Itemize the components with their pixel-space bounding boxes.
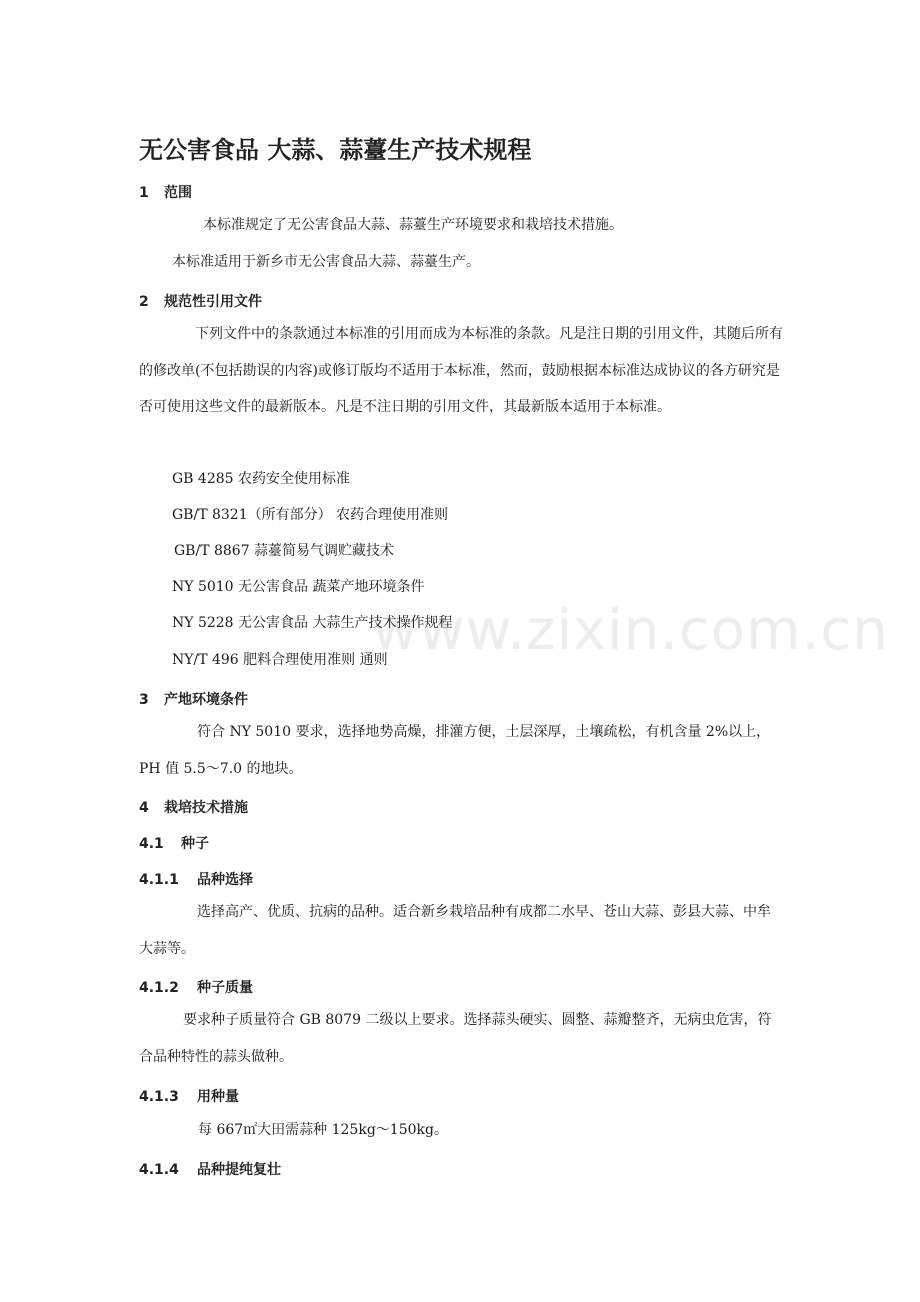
section-4-1-3-paragraph: 每 667㎡大田需蒜种 125kg～150kg。: [198, 1122, 448, 1138]
section-4-1-2-paragraph: 要求种子质量符合 GB 8079 二级以上要求。选择蒜头硬实、圆整、蒜瓣整齐，无病虫危害，符合品种特性的蒜头做种。: [139, 1012, 772, 1065]
section-number: 1: [139, 185, 149, 201]
section-number: 3: [139, 692, 149, 708]
section-1-heading: [139, 182, 192, 202]
reference-item: NY 5010 无公害食品 蔬菜产地环境条件: [172, 579, 425, 595]
section-number: 4.1: [139, 836, 164, 852]
section-4-1-2-heading: [139, 977, 253, 997]
section-number: 4.1.1: [139, 872, 179, 888]
section-number: 2: [139, 294, 149, 310]
section-4-1-1-paragraph: 选择高产、优质、抗病的品种。适合新乡栽培品种有成都二水早、苍山大蒜、彭县大蒜、中牟大蒜等。: [139, 904, 771, 957]
reference-item: GB/T 8867 蒜薹简易气调贮藏技术: [174, 543, 395, 559]
section-title: 栽培技术措施: [164, 800, 248, 816]
reference-item: NY/T 496 肥料合理使用准则 通则: [172, 652, 388, 668]
section-3-heading: [139, 689, 248, 709]
section-number: 4.1.2: [139, 980, 179, 996]
section-4-1-4-heading: [139, 1159, 281, 1179]
section-title: 用种量: [197, 1089, 239, 1105]
section-4-1-heading: [139, 833, 209, 853]
section-4-heading: [139, 797, 248, 817]
reference-item: GB/T 8321（所有部分） 农药合理使用准则: [172, 507, 449, 523]
section-3-paragraph: 符合 NY 5010 要求，选择地势高燥，排灌方便，土层深厚，土壤疏松，有机含量 2%以上，PH 值 5.5～7.0 的地块。: [139, 724, 771, 777]
section-number: 4.1.3: [139, 1089, 179, 1105]
reference-item: NY 5228 无公害食品 大蒜生产技术操作规程: [172, 615, 453, 631]
watermark: www.zixin.com.cn: [372, 598, 889, 663]
section-title: 范围: [164, 185, 192, 201]
section-4-1-3-heading: [139, 1086, 239, 1106]
section-1-paragraph-2: 本标准适用于新乡市无公害食品大蒜、蒜薹生产。: [172, 254, 480, 270]
section-title: 种子: [181, 836, 209, 852]
reference-item: GB 4285 农药安全使用标准: [172, 471, 351, 487]
section-4-1-1-heading: [139, 869, 253, 889]
section-title: 品种提纯复壮: [197, 1162, 281, 1178]
section-2-heading: [139, 291, 262, 311]
section-title: 品种选择: [197, 872, 253, 888]
section-1-paragraph-1: 本标准规定了无公害食品大蒜、蒜薹生产环境要求和栽培技术措施。: [203, 217, 623, 233]
section-title: 规范性引用文件: [164, 294, 262, 310]
section-2-paragraph: 下列文件中的条款通过本标准的引用而成为本标准的条款。凡是注日期的引用文件，其随后所有的修改单(不包括勘误的内容)或修订版均不适用于本标准，然而，鼓励根据本标准达成协议的各方研究是否可使用这些文件的最新版本。凡是不注日期的引用文件，其最新版本适用于本标准。: [139, 326, 783, 415]
section-title: 产地环境条件: [164, 692, 248, 708]
page-title: 无公害食品 大蒜、蒜薹生产技术规程: [139, 136, 532, 164]
section-number: 4: [139, 800, 149, 816]
section-number: 4.1.4: [139, 1162, 179, 1178]
section-title: 种子质量: [197, 980, 253, 996]
